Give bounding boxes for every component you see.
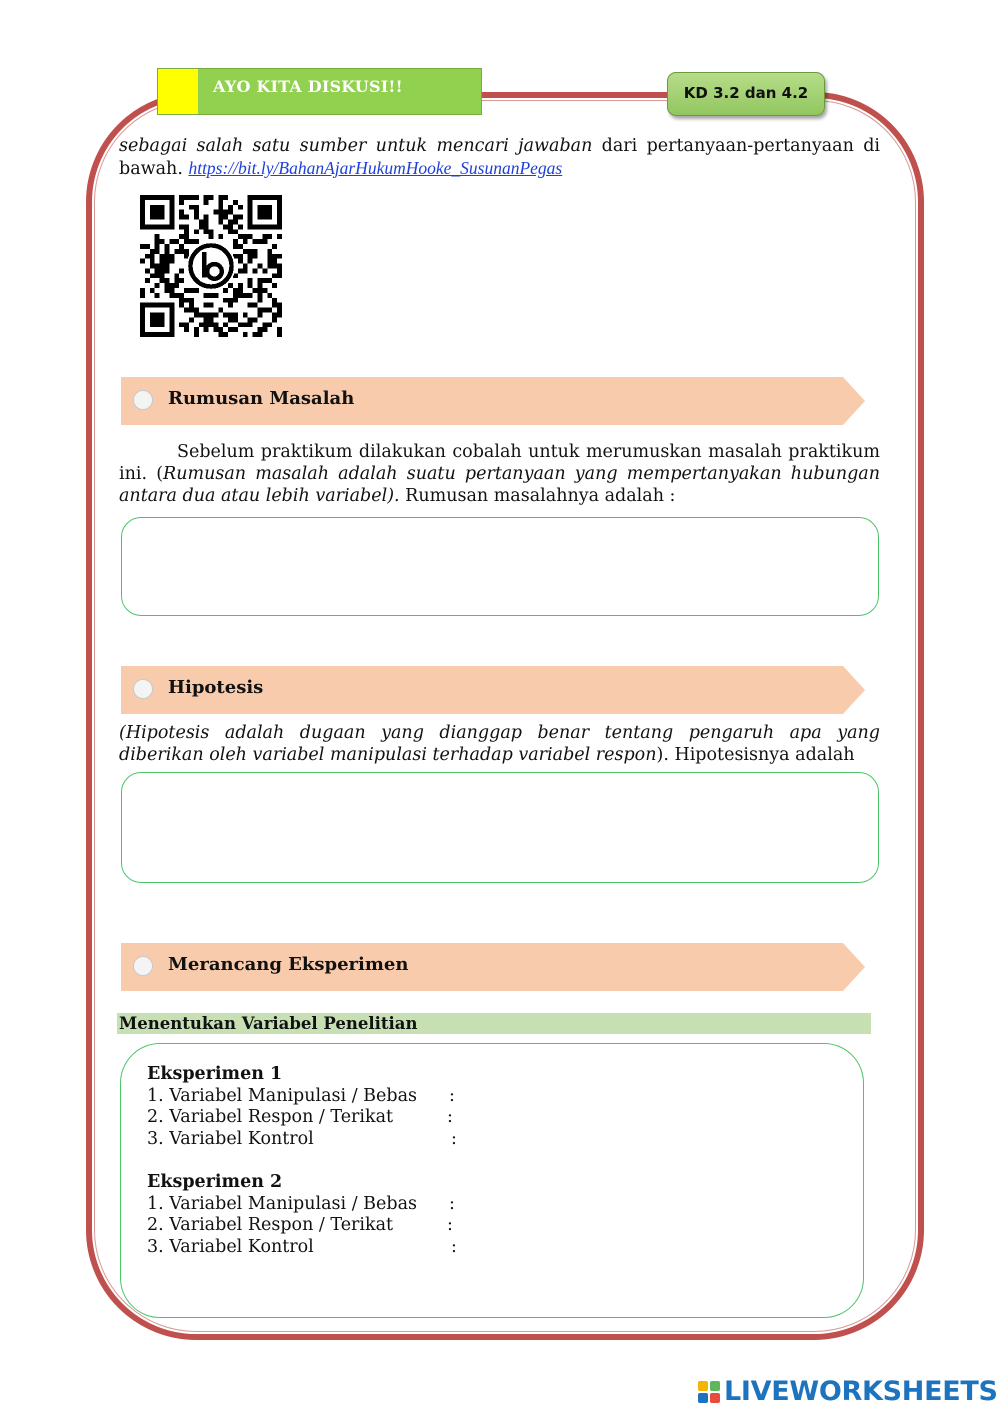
variable-colon: : (451, 1237, 457, 1258)
intro-text: dari pertanyaan-pertanyaan di bawah. (119, 136, 880, 179)
eksperimen-2 (147, 1172, 457, 1259)
variable-label: 2. Variabel Respon / Terikat (147, 1215, 394, 1236)
variable-colon: : (447, 1107, 453, 1128)
section-title: Merancang Eksperimen (168, 954, 409, 975)
section-merancang-eksperimen (121, 943, 866, 991)
intro-link[interactable]: https://bit.ly/BahanAjarHukumHooke_SusunanPegas (188, 158, 563, 178)
bitly-qr-code-icon[interactable] (140, 195, 282, 337)
intro-italic: sebagai salah satu sumber untuk mencari jawaban (119, 136, 593, 156)
section-title: Hipotesis (168, 677, 264, 698)
list-item (147, 1237, 457, 1259)
variable-label: 3. Variabel Kontrol (147, 1129, 314, 1150)
variable-colon: : (449, 1193, 455, 1214)
variabel-subheading: Menentukan Variabel Penelitian (119, 1014, 418, 1033)
list-item (147, 1085, 455, 1108)
hipotesis-paragraph (119, 722, 880, 766)
variable-label: 1. Variabel Manipulasi / Bebas (147, 1085, 417, 1106)
list-item (147, 1215, 453, 1237)
hipotesis-text-end: ). Hipotesisnya adalah (656, 745, 855, 765)
variable-colon: : (451, 1129, 457, 1150)
variabel-subheading-bar (117, 1013, 871, 1034)
title-tab (157, 68, 482, 115)
hipotesis-italic: (Hipotesis adalah dugaan yang dianggap benar tentang pengaruh apa yang diberikan oleh variabel manipulasi terhadap variabel respon (119, 723, 880, 765)
brand-name: LIVEWORKSHEETS (724, 1376, 998, 1407)
rumusan-text-end: Rumusan masalahnya adalah : (399, 486, 676, 506)
list-item (147, 1107, 453, 1129)
intro-paragraph (119, 135, 880, 180)
section-bullet-icon (133, 390, 153, 410)
section-bullet-icon (133, 679, 153, 699)
rumusan-text: Sebelum praktikum dilakukan cobalah untuk merumuskan masalah praktikum ini. ( (119, 442, 880, 484)
variable-label: 2. Variabel Respon / Terikat (147, 1107, 394, 1128)
variable-colon: : (449, 1085, 455, 1106)
kd-badge: KD 3.2 dan 4.2 (667, 72, 825, 116)
variable-label: 1. Variabel Manipulasi / Bebas (147, 1193, 417, 1214)
rumusan-answer-box[interactable] (121, 517, 879, 616)
variable-colon: : (447, 1215, 453, 1236)
eksperimen-title: Eksperimen 2 (147, 1172, 283, 1192)
rumusan-italic: Rumusan masalah adalah suatu pertanyaan yang mempertanyakan hubungan antara dua atau lebih variabel). (119, 464, 880, 506)
eksperimen-1 (147, 1064, 457, 1151)
section-hipotesis (121, 666, 866, 714)
hipotesis-answer-box[interactable] (121, 772, 879, 883)
title-accent (158, 69, 198, 114)
variable-label: 3. Variabel Kontrol (147, 1237, 314, 1258)
section-bullet-icon (133, 956, 153, 976)
list-item (147, 1193, 455, 1216)
eksperimen-title: Eksperimen 1 (147, 1064, 283, 1084)
list-item (147, 1129, 457, 1151)
section-title: Rumusan Masalah (168, 388, 355, 409)
section-rumusan-masalah (121, 377, 866, 425)
liveworksheets-logo-icon (698, 1381, 720, 1403)
title-label: AYO KITA DISKUSI!! (213, 77, 403, 96)
rumusan-paragraph (119, 441, 880, 507)
